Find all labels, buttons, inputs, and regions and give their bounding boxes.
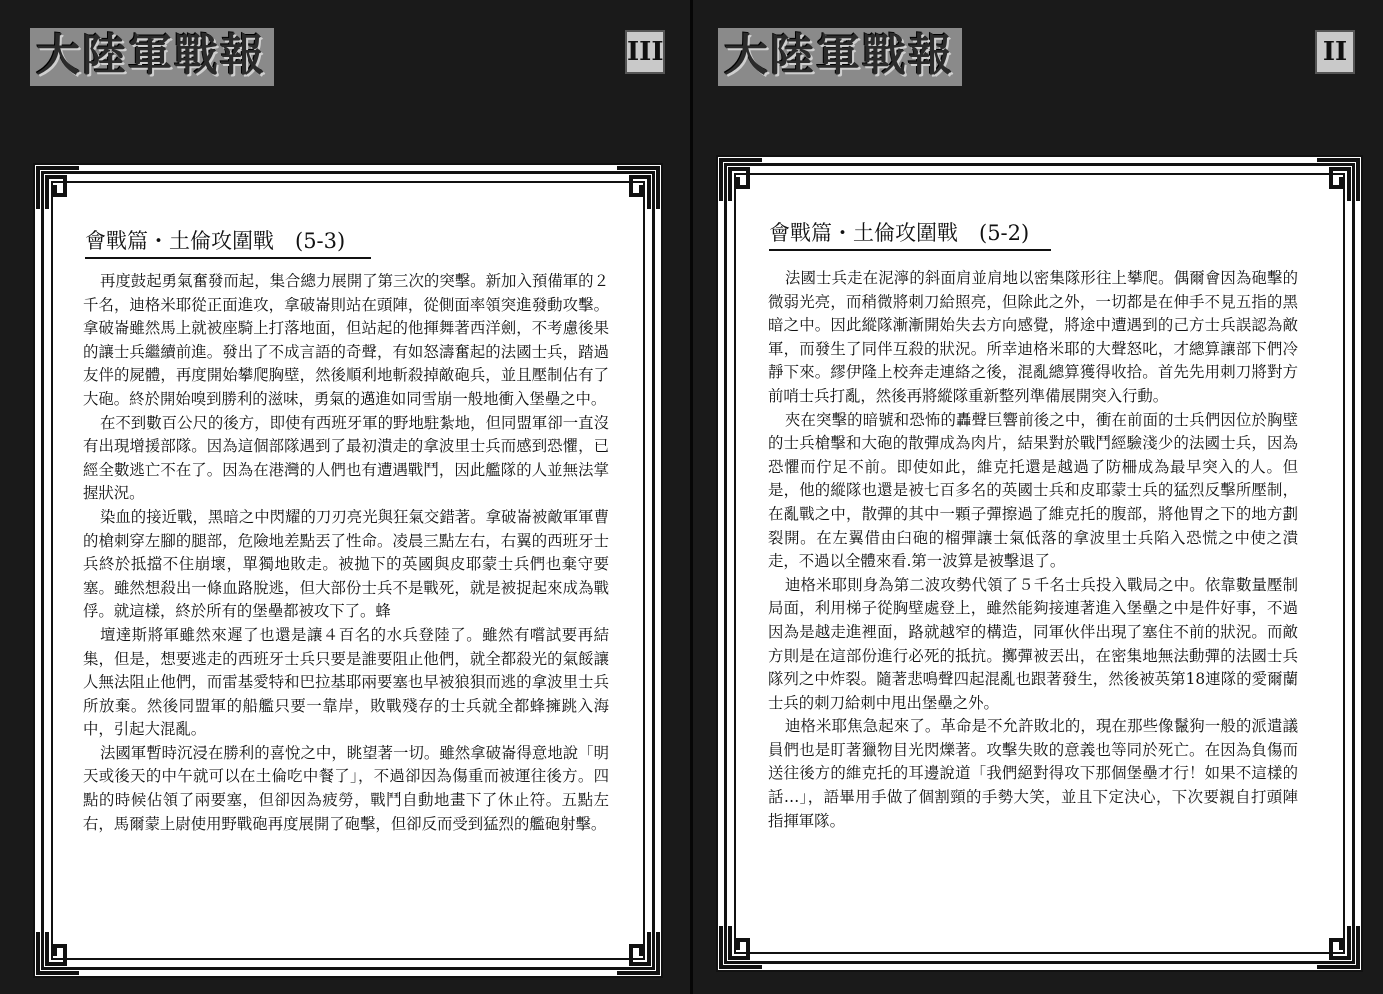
paragraph: 在不到數百公尺的後方，即使有西班牙軍的野地駐紮地，但同盟軍卻一直沒有出現增援部隊。因為這個部隊遇到了最初潰走的拿波里士兵而感到恐懼，已經全數逃亡不在了。因為在港灣的人們也有遭遇戰鬥，因此艦隊的人並無法掌握狀況。 [83, 413, 609, 503]
body-text [768, 267, 1298, 833]
paragraph: 迪格米耶則身為第二波攻勢代領了５千名士兵投入戰局之中。依靠數量壓制局面，利用梯子從胸壁處登上，雖然能夠接連著進入堡壘之中是件好事，不過因為是越走進裡面，路就越窄的構造，同軍伙伴出現了塞住不前的狀況。而敵方則是在這部份進行必死的抵抗。擲彈被丟出，在密集地無法動彈的法國士兵隊列之中炸裂。隨著悲鳴聲四起混亂也跟著發生，然後被英第18連隊的愛爾蘭士兵的刺刀給刺中甩出堡壘之外。 [768, 575, 1298, 712]
chapter-title: 會戰篇・土倫攻圍戰 (5-2) [769, 217, 1051, 251]
fret-corner-ornament [718, 924, 764, 970]
fret-corner-ornament [35, 930, 81, 976]
fret-corner-ornament [615, 930, 661, 976]
header-title: 大陸軍戰報 [30, 28, 274, 86]
right-page [693, 0, 1383, 994]
fret-corner-ornament [1315, 924, 1361, 970]
paragraph: 壇達斯將軍雖然來遲了也還是讓４百名的水兵登陸了。雖然有嚐試要再結集，但是，想要逃走的西班牙士兵只要是誰要阻止他們，就全都殺光的氣餒讓人無法阻止他們，而雷基愛特和巴拉基耶兩要塞也早被狼狽而逃的拿波里士兵所放棄。然後同盟軍的船艦只要一靠岸，敗戰殘存的士兵就全都蜂擁跳入海中，引起大混亂。 [83, 625, 609, 739]
paragraph: 法國軍暫時沉浸在勝利的喜悅之中，眺望著一切。雖然拿破崙得意地說「明天或後天的中午就可以在土倫吃中餐了」，不過卻因為傷重而被運往後方。四點的時候佔領了兩要塞，但卻因為疲勞，戰鬥自動地畫下了休止符。五點左右，馬爾蒙上尉使用野戰砲再度展開了砲擊，但卻反而受到猛烈的艦砲射擊。 [83, 743, 609, 833]
fret-corner-ornament [615, 165, 661, 211]
paragraph: 染血的接近戰，黑暗之中閃耀的刀刃亮光與狂氣交錯著。拿破崙被敵軍軍曹的槍刺穿左腳的腿部，危險地差點丟了性命。凌晨三點左右，右翼的西班牙士兵終於抵擋不住崩壞，單獨地敗走。被拋下的英國與皮耶蒙士兵們也棄守要塞。雖然想殺出一條血路脫逃，但大部份士兵不是戰死，就是被捉起來成為戰俘。就這樣，終於所有的堡壘都被攻下了。蜂 [83, 507, 609, 621]
body-text [83, 270, 609, 836]
paragraph: 夾在突擊的暗號和恐怖的轟聲巨響前後之中，衝在前面的士兵們因位於胸壁的士兵槍擊和大砲的散彈成為肉片，結果對於戰鬥經驗淺少的法國士兵，因為恐懼而佇足不前。即使如此，維克托還是越過了防柵成為最早突入的人。但是，他的縱隊也還是被七百多名的英國士兵和皮耶蒙士兵的猛烈反擊所壓制，在亂戰之中，散彈的其中一顆子彈擦過了維克托的腹部，將他胃之下的地方劃裂開。在左翼借由臼砲的榴彈讓士氣低落的拿波里士兵陷入恐慌之中使之潰走，不過以全體來看.第一波算是被擊退了。 [768, 410, 1298, 571]
page-number: III [625, 30, 665, 74]
paragraph: 再度鼓起勇氣奮發而起，集合總力展開了第三次的突擊。新加入預備軍的２千名，迪格米耶從正面進攻，拿破崙則站在頭陣，從側面率領突進發動攻擊。拿破崙雖然馬上就被座騎上打落地面，但站起的他揮舞著西洋劍，不考慮後果的讓士兵繼續前進。發出了不成言語的奇聲，有如怒濤奮起的法國士兵，踏過友伴的屍體，再度開始攀爬胸壁，然後順利地斬殺掉敵砲兵，並且壓制佔有了大砲。終於開始嗅到勝利的滋味，勇氣的邁進如同雪崩一般地衝入堡壘之中。 [83, 272, 609, 408]
fret-corner-ornament [1315, 157, 1361, 203]
fret-corner-ornament [35, 165, 81, 211]
fret-corner-ornament [718, 157, 764, 203]
header-title: 大陸軍戰報 [718, 28, 962, 86]
text-frame [33, 163, 663, 978]
paragraph: 法國士兵走在泥濘的斜面肩並肩地以密集隊形往上攀爬。偶爾會因為砲擊的微弱光亮，而稍微將刺刀給照亮，但除此之外，一切都是在伸手不見五指的黑暗之中。因此縱隊漸漸開始失去方向感覺，將途中遭遇到的己方士兵誤認為敵軍，而發生了同伴互殺的狀況。所幸迪格米耶的大聲怒叱，才總算讓部下們冷靜下來。繆伊隆上校奔走連絡之後，混亂總算獲得收拾。首先先用刺刀將對方前哨士兵打亂，然後再將縱隊重新整列準備展開突入行動。 [768, 269, 1298, 405]
left-page [0, 0, 690, 994]
chapter-title: 會戰篇・土倫攻圍戰 (5-3) [85, 225, 371, 259]
page-number: II [1315, 30, 1355, 74]
text-frame [716, 155, 1363, 972]
paragraph: 迪格米耶焦急起來了。革命是不允許敗北的，現在那些像鬣狗一般的派遣議員們也是盯著獵物目光閃爍著。攻擊失敗的意義也等同於死亡。在因為負傷而送往後方的維克托的耳邊說道「我們絕對得攻下那個堡壘才行！如果不這樣的話…」，語畢用手做了個割頸的手勢大笑，並且下定決心，下次要親自打頭陣指揮軍隊。 [768, 717, 1298, 830]
